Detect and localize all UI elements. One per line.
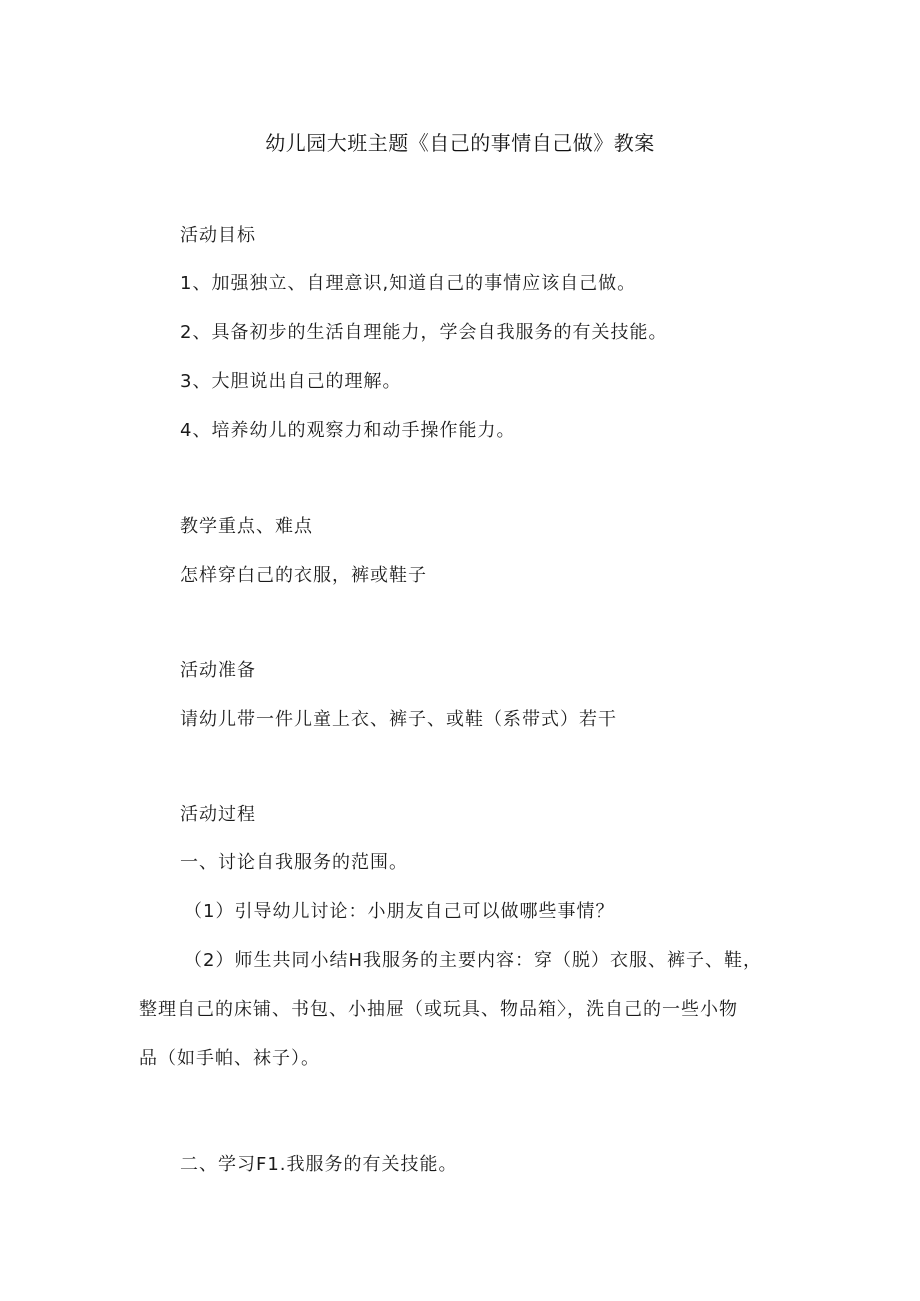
process-step-1: 一、讨论自我服务的范围。 xyxy=(180,852,408,873)
objective-item-2: 2、具备初步的生活自理能力，学会自我服务的有关技能。 xyxy=(180,322,668,343)
preparation-heading: 活动准备 xyxy=(180,660,256,681)
process-heading: 活动过程 xyxy=(180,804,256,825)
process-sub-2-line-1: （2）师生共同小结H我服务的主要内容：穿（脱）衣服、裤子、鞋， xyxy=(184,950,762,971)
key-points-text: 怎样穿白己的衣服，裤或鞋子 xyxy=(180,565,427,586)
process-sub-2-line-3: 品（如手帕、袜子）。 xyxy=(139,1048,320,1069)
document-title: 幼儿园大班主题《自己的事情自己做》教案 xyxy=(265,131,655,155)
process-step-2: 二、学习F1.我服务的有关技能。 xyxy=(180,1154,458,1175)
objectives-heading: 活动目标 xyxy=(180,225,256,246)
objective-item-1: 1、加强独立、自理意识,知道自己的事情应该自己做。 xyxy=(180,273,637,294)
process-sub-2-line-2: 整理自己的床铺、书包、小抽屉（或玩具、物品箱〉，洗自己的一些小物 xyxy=(139,999,738,1020)
objective-item-4: 4、培养幼儿的观察力和动手操作能力。 xyxy=(180,420,516,441)
process-sub-1: （1）引导幼儿讨论：小朋友自己可以做哪些事情？ xyxy=(184,901,615,922)
key-points-heading: 教学重点、难点 xyxy=(180,516,313,537)
objective-item-3: 3、大胆说出自己的理解。 xyxy=(180,371,402,392)
preparation-text: 请幼儿带一件儿童上衣、裤子、或鞋（系带式）若干 xyxy=(180,709,617,730)
